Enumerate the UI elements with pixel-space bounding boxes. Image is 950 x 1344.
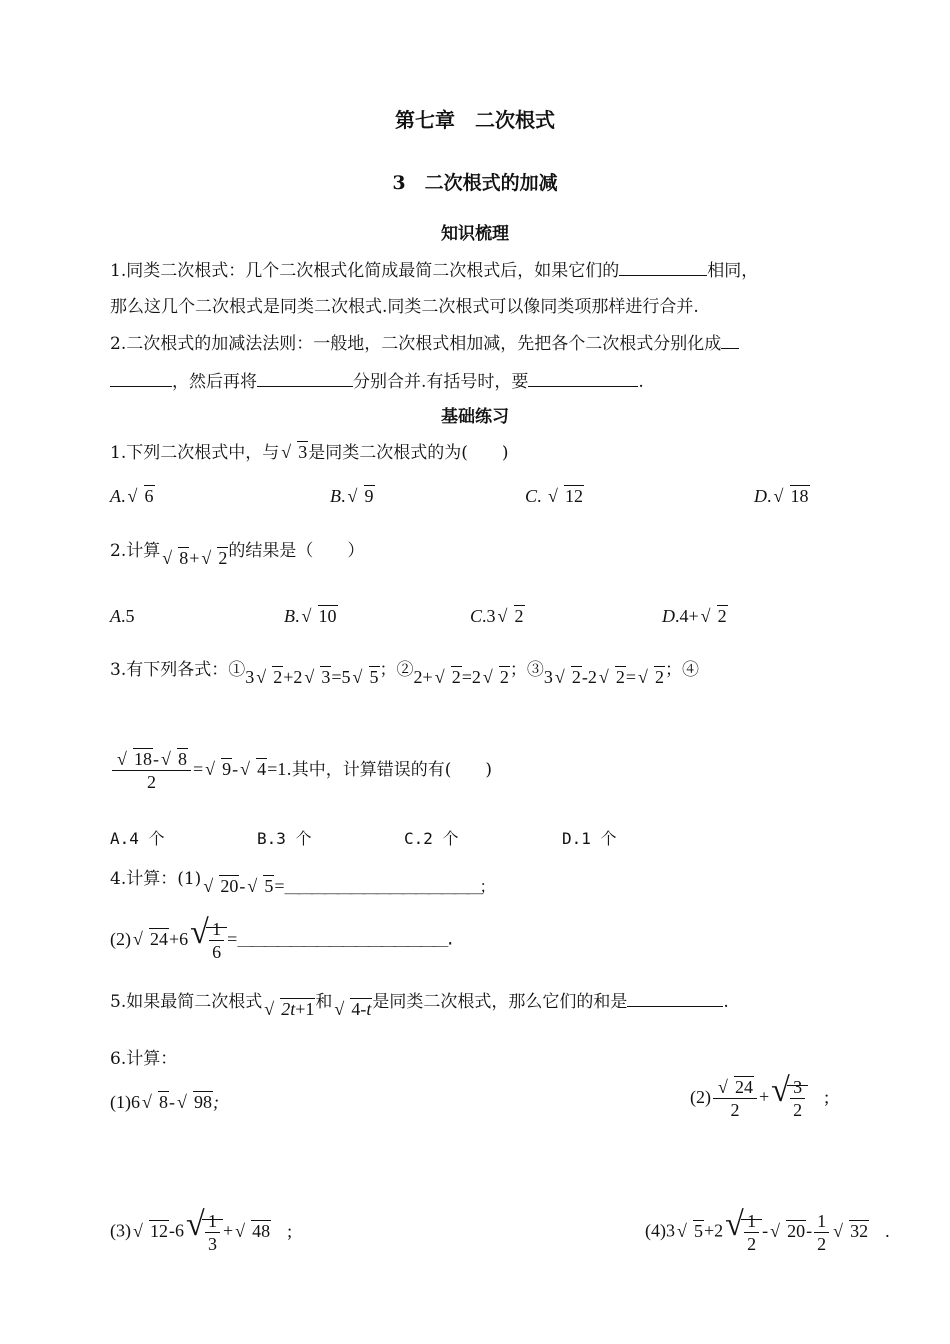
blank-simplest-form-start[interactable]	[721, 333, 739, 349]
question-5-stem	[110, 987, 729, 1019]
item1-text-a: 1.同类二次根式：几个二次根式化简成最简二次根式后，如果它们的	[110, 261, 620, 281]
q5-text-d: .	[723, 992, 729, 1012]
q3-option-c[interactable]: C.2 个	[404, 829, 459, 848]
blank-bracket-rule[interactable]	[528, 371, 638, 387]
q3-option-a[interactable]: A.4 个	[110, 829, 165, 848]
q5-text-a: 5.如果最简二次根式	[110, 992, 263, 1012]
practice-heading: 基础练习	[441, 407, 509, 427]
question-3-expr-4: √ $\frac{18-√ 8}{2}$ =√ 9-√ 4=1.其中，计算错误的有( )	[110, 748, 492, 793]
question-3-stem: 3.有下列各式：①3√ 2+2√ 3=5√ 5；②2+√ 2=2√ 2；③3√ 2-2√ 2=√ 2；④	[110, 655, 699, 680]
q6-part-3: (3)√ 12-6 √ $\frac{1}{3}$ +√ 48 ;	[110, 1210, 292, 1255]
q5-text-c: 是同类二次根式，那么它们的和是	[372, 992, 628, 1012]
chapter-title: 第七章 二次根式	[395, 108, 555, 132]
q4-answer-blank-2[interactable]: ＿＿＿＿＿＿＿＿＿＿＿＿＿＿＿＿.	[237, 929, 452, 949]
q5-answer-blank[interactable]	[627, 991, 723, 1007]
item1-text-b: 相同，	[707, 261, 759, 281]
q3-marker-2: ②	[396, 660, 414, 680]
q6-part-1: (1)6√ 8-√ 98;	[110, 1092, 219, 1113]
q2-option-c[interactable]: C.3√ 2	[470, 606, 525, 627]
q3-fraction: √ $\frac{18-√ 8}{2}$	[112, 748, 191, 793]
q4-expr-1: √ 20-√ 5=	[201, 876, 284, 896]
q6-part-2: (2) √ $\frac{24}{2}$ + √ $\frac{3}{2}$ ;	[690, 1076, 829, 1121]
q1-option-b[interactable]: B.√ 9	[330, 486, 375, 507]
item2-text-d: .	[638, 372, 644, 392]
question-4-part-1	[110, 864, 493, 896]
knowledge-item-1-line-2: 那么这几个二次根式是同类二次根式.同类二次根式可以像同类项那样进行合并.	[110, 297, 699, 317]
item2-text-c: 分别合并.有括号时，要	[353, 372, 529, 392]
q4-text: 4.计算：(1)	[110, 869, 202, 889]
q1-radical: √ 3	[281, 442, 308, 463]
q6-part-4: (4)3√ 5+2 √ $\frac{1}{2}$ -√ 20- $\frac{1}{2}$ √ 32 .	[645, 1210, 890, 1255]
q5-text-b: 和	[315, 992, 333, 1012]
blank-simplest-form-end[interactable]	[110, 371, 172, 387]
q3-marker-1: ①	[228, 660, 246, 680]
q2-option-b[interactable]: B.√ 10	[284, 606, 338, 627]
q3-marker-3: ③	[526, 660, 544, 680]
q3-option-d[interactable]: D.1 个	[562, 829, 617, 848]
knowledge-heading: 知识梳理	[441, 224, 509, 244]
blank-like-radicals[interactable]	[257, 371, 353, 387]
q2-text-a: 2.计算	[110, 541, 161, 561]
q3-expr-3: 3√ 2-2√ 2=√ 2	[544, 667, 665, 687]
q4-part2-label: (2)	[110, 928, 131, 949]
item2-text-a: 2.二次根式的加减法法则：一般地，二次根式相加减，先把各个二次根式分别化成	[110, 334, 722, 354]
q1-text-b: 是同类二次根式的为( )	[308, 443, 509, 463]
q3-marker-4: ④	[682, 660, 700, 680]
q2-expression: √ 8+√ 2	[160, 548, 228, 568]
q3-option-b[interactable]: B.3 个	[257, 829, 312, 848]
q1-option-c[interactable]: C. √ 12	[525, 486, 584, 507]
question-2-stem	[110, 536, 365, 568]
knowledge-item-2-line-1	[110, 329, 739, 354]
q4-expr-2: √ 24+6 √ $\frac{1}{6}$ =	[131, 929, 237, 949]
q3-tail: .其中，计算错误的有( )	[286, 760, 492, 780]
q5-radical-2: √ 4-t	[332, 999, 372, 1019]
blank-same-radicand[interactable]	[619, 260, 707, 276]
q2-option-d[interactable]: D.4+√ 2	[662, 606, 728, 627]
section-title: 3 二次根式的加减	[392, 172, 558, 194]
q2-option-a[interactable]: A.5	[110, 606, 135, 626]
q4-answer-blank-1[interactable]: ＿＿＿＿＿＿＿＿＿＿＿＿＿＿＿；	[284, 877, 493, 896]
q3-expr-1: 3√ 2+2√ 3=5√ 5	[245, 667, 379, 687]
question-6-stem: 6.计算：	[110, 1049, 178, 1069]
q1-text-a: 1.下列二次根式中，与	[110, 443, 280, 463]
q3-text: 3.有下列各式：	[110, 660, 229, 680]
question-4-part-2	[110, 918, 452, 963]
q2-text-b: 的结果是（ ）	[228, 541, 365, 561]
item2-text-b: ，然后再将	[172, 372, 257, 392]
q5-radical-1: √ 2t+1	[262, 999, 315, 1019]
knowledge-item-2-line-2	[110, 367, 644, 392]
q1-option-a[interactable]: A.√ 6	[110, 486, 155, 507]
q1-option-d[interactable]: D.√ 18	[754, 486, 810, 507]
knowledge-item-1-line-1	[110, 256, 758, 281]
q3-expr-2: 2+√ 2=2√ 2	[414, 667, 510, 687]
question-1-stem	[110, 438, 509, 463]
